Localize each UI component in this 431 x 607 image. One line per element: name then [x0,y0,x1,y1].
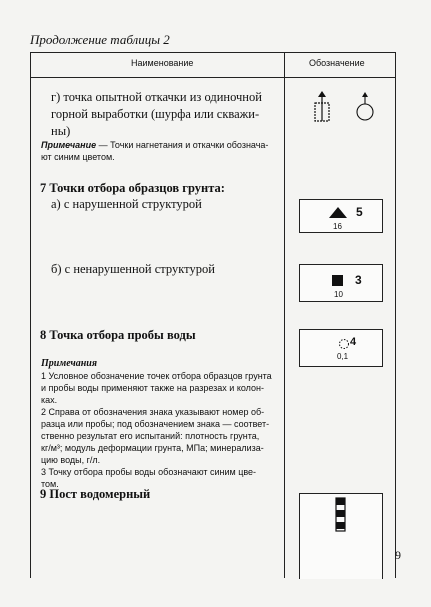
section-7-heading: 7 Точки отбора образцов грунта: [40,181,225,195]
row-g-line-1: г) точка опытной откачки из одиночной [51,90,262,104]
gauge-post-icon [335,497,347,533]
note-line-7: кг/м³; модуль деформации грунта, МПа; минерализа- [41,443,264,453]
section-7a-label: а) с нарушенной структурой [51,197,202,211]
row-g-note-1 [41,139,281,152]
note-text: — Точки нагнетания и откачки обознача- [96,140,269,150]
symbol-box-7b [299,264,383,302]
note-line-2: и пробы воды применяют также на разрезах и колон- [41,383,265,393]
continuation-caption: Продолжение таблицы 2 [30,32,170,47]
sample-number-7b: 3 [355,273,362,287]
symbol-box-7a [299,199,383,233]
sample-result-7a: 16 [333,222,342,231]
section-7b-label: б) с ненарушенной структурой [51,262,215,276]
column-divider [284,53,285,578]
note-line-4: 2 Справа от обозначения знака указывают номер об- [41,407,265,417]
square-icon [332,275,344,287]
page-number: 9 [395,548,401,562]
row-g-note-2: ют синим цветом. [41,152,115,162]
notes-label: Примечания [41,358,98,369]
note-line-1: 1 Условное обозначение точек отбора образцов грунта [41,371,272,381]
symbol-box-9 [299,493,383,579]
note-line-6: ственно результат его испытаний: плотность грунта, [41,431,260,441]
pumping-point-symbol [301,88,381,138]
note-line-10: том. [41,479,59,489]
sample-number-8: 4 [350,336,357,348]
row-g-line-2: горной выработки (шурфа или скважи- [51,107,260,121]
sample-result-8: 0,1 [337,352,349,361]
row-g-line-3: ны) [51,124,71,138]
note-line-8: цию воды, г/л. [41,455,101,465]
symbols-table [30,52,396,578]
section-8-heading: 8 Точка отбора пробы воды [40,328,196,342]
note-line-3: ках. [41,395,58,405]
header-name: Наименование [131,58,194,68]
triangle-icon [328,205,348,219]
sample-number-7a: 5 [356,205,363,219]
note-line-5: разца или пробы; под обозначением знака — соответ- [41,419,270,429]
pumping-symbol-icon [301,88,381,138]
header-divider [31,77,395,78]
symbol-box-8 [299,329,383,367]
section-9-heading: 9 Пост водомерный [40,487,151,501]
note-line-9: 3 Точку отбора пробы воды обозначают синим цве- [41,467,257,477]
water-sample-icon [338,338,350,350]
note-label: Примечание [41,140,97,150]
sample-result-7b: 10 [334,290,343,299]
header-symbol: Обозначение [309,58,365,68]
